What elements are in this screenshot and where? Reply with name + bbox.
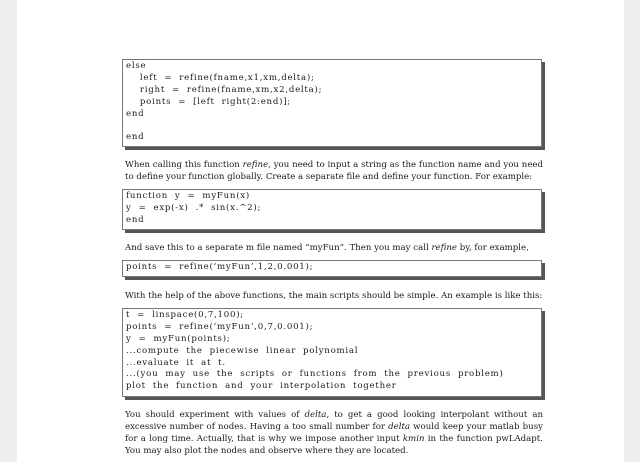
code-line: y = exp(-x) .* sin(x.^2); [126,202,262,213]
code-line: end [126,214,145,225]
code-line: ...(you may use the scripts or functions from the previous problem) [126,369,504,380]
code-line: left = refine(fname,x1,xm,delta); [126,72,315,83]
code-line: end [126,132,145,143]
code-line: else [126,61,147,71]
paragraph-calling-refine: When calling this function refine, you need to input a string as the function name and you need to define your function globally. Create a separate file and define your function. For example: [125,160,543,182]
code-line: y = myFun(points); [126,333,231,344]
code-line: points = refine(‘myFun’,1,2,0.001); [126,262,314,272]
code-line: function y = myFun(x) [126,191,251,201]
code-line: ...compute the piecewise linear polynomial [126,345,359,356]
code-line [126,120,538,132]
code-block-refine-call [122,260,542,277]
paragraph-experiment-delta: You should experiment with values of delta, to get a good looking interpolant without an excessive number of nodes. Having a too small number for delta would keep your matlab busy for a long time. Actually, that is why we impose another input kmin in the function pwLAdapt. You may also plot the nodes and observe where they are located. [125,410,543,456]
code-block-myfun [122,189,542,230]
code-line: points = refine(‘myFun’,0,7,0.001); [126,321,314,332]
code-block-main-script [122,308,542,397]
code-line: plot the function and your interpolation together [126,381,397,392]
code-line: ...evaluate it at t. [126,357,226,368]
code-line: right = refine(fname,xm,x2,delta); [126,84,323,95]
code-block-refine-end [122,59,542,147]
code-line: t = linspace(0,7,100); [126,310,244,320]
code-line: points = [left right(2:end)]; [126,96,291,107]
paragraph-save-file: And save this to a separate m file named “myFun”. Then you may call refine by, for example, [125,243,529,253]
paragraph-main-scripts: With the help of the above functions, the main scripts should be simple. An example is like this: [125,291,543,301]
code-line: end [126,108,145,119]
